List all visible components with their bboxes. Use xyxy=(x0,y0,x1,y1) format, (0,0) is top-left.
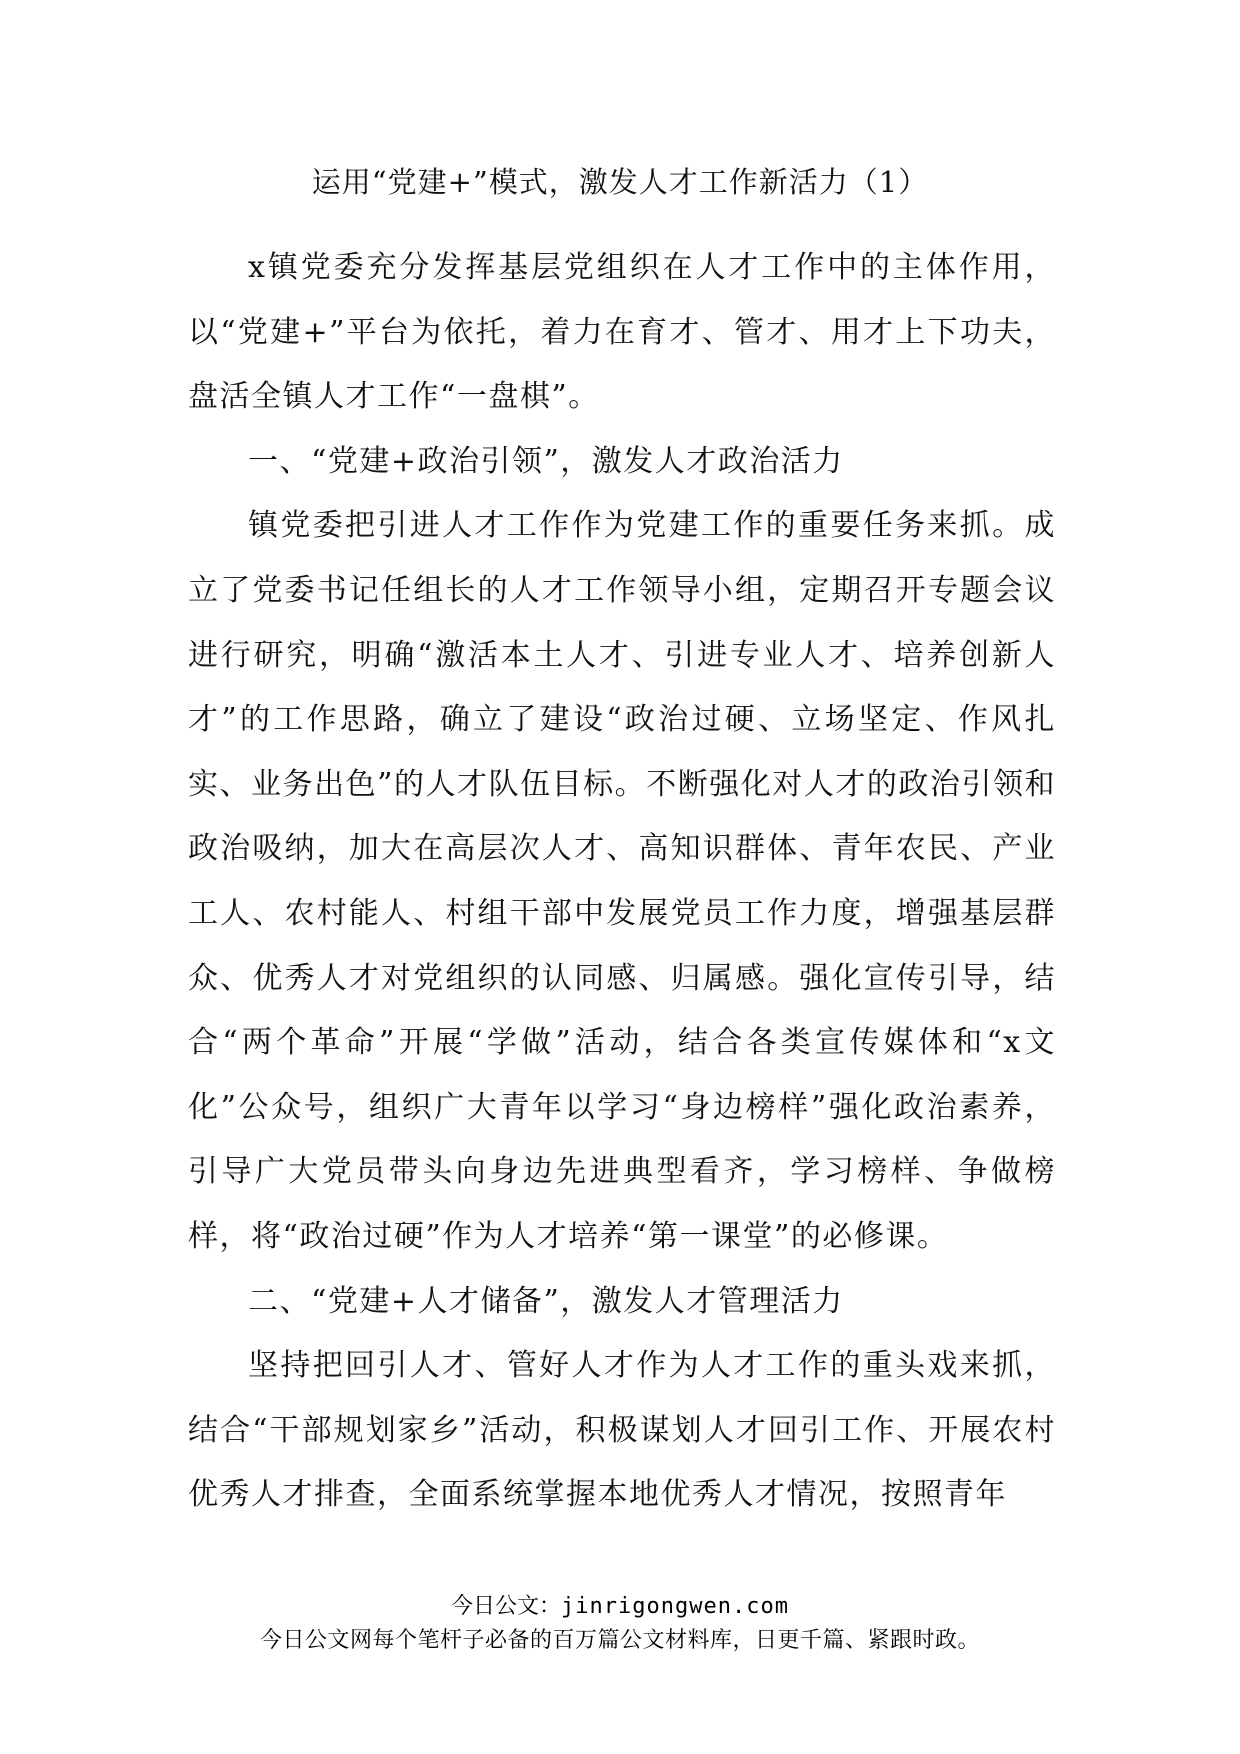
footer-site-url[interactable]: jinrigongwen.com xyxy=(561,1594,789,1619)
section-heading-2: 二、“党建+人才储备”，激发人才管理活力 xyxy=(248,1283,844,1319)
document-title: 运用“党建+”模式，激发人才工作新活力（1） xyxy=(311,165,929,199)
document-body xyxy=(188,236,1056,1528)
footer-site-line xyxy=(0,1592,1240,1622)
footer-tagline: 今日公文网每个笔杆子必备的百万篇公文材料库，日更千篇、紧跟时政。 xyxy=(259,1628,980,1653)
footer-site-label: 今日公文： xyxy=(451,1594,562,1619)
section-1-paragraph: 镇党委把引进人才工作作为党建工作的重要任务来抓。成立了党委书记任组长的人才工作领导小组，定期召开专题会议进行研究，明确“激活本土人才、引进专业人才、培养创新人才”的工作思路，确立了建设“政治过硬、立场坚定、作风扎实、业务出色”的人才队伍目标。不断强化对人才的政治引领和政治吸纳，加大在高层次人才、高知识群体、青年农民、产业工人、农村能人、村组干部中发展党员工作力度，增强基层群众、优秀人才对党组织的认同感、归属感。强化宣传引导，结合“两个革命”开展“学做”活动，结合各类宣传媒体和“x文化”公众号，组织广大青年以学习“身边榜样”强化政治素养，引导广大党员带头向身边先进典型看齐，学习榜样、争做榜样，将“政治过硬”作为人才培养“第一课堂”的必修课。 xyxy=(188,508,1056,1254)
section-heading-1: 一、“党建+政治引领”，激发人才政治活力 xyxy=(248,443,844,479)
intro-paragraph: x镇党委充分发挥基层党组织在人才工作中的主体作用，以“党建+”平台为依托，着力在育才、管才、用才上下功夫，盘活全镇人才工作“一盘棋”。 xyxy=(188,250,1056,415)
section-2-paragraph: 坚持把回引人才、管好人才作为人才工作的重头戏来抓，结合“干部规划家乡”活动，积极谋划人才回引工作、开展农村优秀人才排查，全面系统掌握本地优秀人才情况，按照青年 xyxy=(188,1348,1056,1513)
